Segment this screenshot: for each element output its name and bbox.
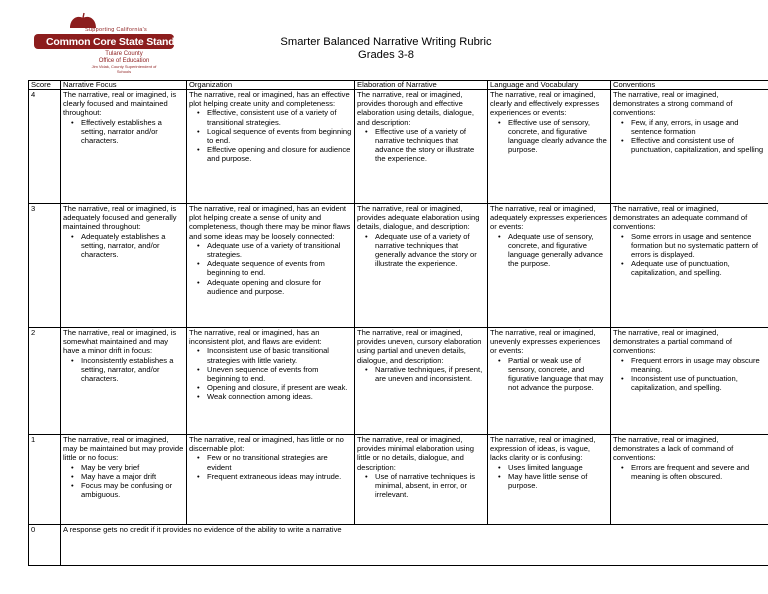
bullet-item: • Effective, consistent use of a variety of transitional strategies. [207,108,352,126]
rubric-cell [611,90,768,204]
cell-text: The narrative, real or imagined, provides adequate elaboration using details, dialogue, and description: [357,204,480,232]
bullet-list [189,241,352,296]
table-row [29,204,768,328]
rubric-cell [187,204,355,328]
bullet-list [490,356,608,393]
bullet-item: • Adequately establishes a setting, narrator, and/or characters. [81,232,184,260]
header-row [29,81,768,90]
bullet-item: • Adequate opening and closure for audience and purpose. [207,278,352,296]
bullet-item: • Few or no transitional strategies are evident [207,453,352,471]
rubric-table [28,80,768,566]
bullet-list [63,356,184,384]
rubric-cell [611,435,768,525]
bullet-item: • Adequate sequence of events from beginning to end. [207,259,352,277]
common-core-logo [34,12,196,74]
bullet-item: • May have a major drift [81,472,184,481]
bullet-item: • Few, if any, errors, in usage and sentence formation [631,118,766,136]
bullet-item: • Frequent errors in usage may obscure meaning. [631,356,766,374]
bullet-item: • Effective use of a variety of narrative techniques that advance the story or illustrate the experience. [375,127,485,164]
bullet-item: • May be very brief [81,463,184,472]
bullet-item: • Effective and consistent use of punctuation, capitalization, and spelling [631,136,766,154]
logo-county-small: Jim Vidak, County Superintendent of Schools [91,64,157,74]
cell-text: The narrative, real or imagined, demonstrates an adequate command of conventions: [613,204,748,232]
cell-text: The narrative, real or imagined, has an effective plot helping create unity and completeness: [189,90,350,109]
bullet-list [63,232,184,260]
bullet-item: • Uses limited language [508,463,608,472]
logo-county-line1: Tulare County [105,51,143,57]
bullet-item: • Focus may be confusing or ambiguous. [81,481,184,499]
bullet-list [189,108,352,163]
score-cell: 4 [29,90,61,204]
cell-text: The narrative, real or imagined, demonstrates a lack of command of conventions: [613,435,734,463]
bullet-item: • Inconsistent use of basic transitional strategies with little variety. [207,346,352,364]
bullet-item: • Weak connection among ideas. [207,392,352,401]
bullet-item: • Adequate use of punctuation, capitalization, and spelling. [631,259,766,277]
bullet-item: • Adequate use of sensory, concrete, and figurative language generally advance the purpose. [508,232,608,269]
rubric-cell [61,90,187,204]
bullet-item: • Adequate use of a variety of transitional strategies. [207,241,352,259]
bullet-list [613,232,766,278]
cell-text: The narrative, real or imagined, has an inconsistent plot, and flaws are evident: [189,328,322,347]
rubric-cell [355,204,488,328]
bullet-item: • Logical sequence of events from beginning to end. [207,127,352,145]
bullet-list [357,472,485,500]
bullet-item: • Some errors in usage and sentence formation but no systematic pattern of errors is displayed. [631,232,766,260]
cell-text: The narrative, real or imagined, provides uneven, cursory elaboration using partial and uneven details, dialogue, and description: [357,328,482,365]
cell-text: The narrative, real or imagined, provides thorough and effective elaboration using details, dialogue, and description: [357,90,474,127]
cell-text: The narrative, real or imagined, may be maintained but may provide little or no focus: [63,435,184,463]
rubric-cell [488,328,611,435]
logo-county-line2: Office of Education [98,57,150,64]
cell-text: The narrative, real or imagined, is adequately focused and generally maintained throughout: [63,204,177,232]
bullet-list [189,346,352,401]
bullet-list [357,365,485,383]
rubric-cell [611,328,768,435]
score-zero-description: A response gets no credit if it provides no evidence of the ability to write a narrative [61,525,768,566]
rubric-cell [187,435,355,525]
bullet-item: • Effectively establishes a setting, narrator and/or characters. [81,118,184,146]
score-cell: 0 [29,525,61,566]
score-cell: 2 [29,328,61,435]
header-cell: Narrative Focus [61,81,187,90]
bullet-item: • Partial or weak use of sensory, concrete, and figurative language that may not advance the purpose. [508,356,608,393]
bullet-list [490,463,608,491]
logo-tagline: Supporting California's [84,27,148,33]
bullet-item: • May have little sense of purpose. [508,472,608,490]
bullet-item: • Effective use of sensory, concrete, and figurative language clearly advance the purpose. [508,118,608,155]
cell-text: The narrative, real or imagined, demonstrates a partial command of conventions: [613,328,733,356]
table-row [29,328,768,435]
cell-text: The narrative, real or imagined, expression of ideas, is vague, lacks clarity or is confusing: [490,435,596,463]
bullet-list [613,118,766,155]
bullet-list [613,463,766,481]
bullet-item: • Use of narrative techniques is minimal, absent, in error, or irrelevant. [375,472,485,500]
table-row [29,525,768,566]
cell-text: The narrative, real or imagined, clearly and effectively expresses experiences or events: [490,90,600,118]
bullet-list [357,232,485,269]
header-cell: Score [29,81,61,90]
bullet-list [63,118,184,146]
rubric-cell [488,90,611,204]
title-line2: Grades 3-8 [358,49,414,61]
cell-text: The narrative, real or imagined, has an evident plot helping create a sense of unity and completeness, though there may be minor flaws and some ideas may be loosely connected: [189,204,351,241]
page-title [250,36,522,62]
bullet-list [357,127,485,164]
rubric-cell [61,328,187,435]
bullet-item: • Frequent extraneous ideas may intrude. [207,472,352,481]
rubric-cell [488,435,611,525]
bullet-list [613,356,766,393]
bullet-item: • Effective opening and closure for audience and purpose. [207,145,352,163]
bullet-list [189,453,352,481]
rubric-cell [355,328,488,435]
rubric-cell [488,204,611,328]
bullet-list [490,232,608,269]
rubric-cell [355,90,488,204]
header-cell: Conventions [611,81,768,90]
header-cell: Organization [187,81,355,90]
bullet-item: • Uneven sequence of events from beginning to end. [207,365,352,383]
cell-text: The narrative, real or imagined, has little or no discernable plot: [189,435,344,454]
rubric-cell [187,90,355,204]
bullet-item: • Inconsistently establishes a setting, narrator, and/or characters. [81,356,184,384]
bullet-item: • Inconsistent use of punctuation, capitalization, and spelling. [631,374,766,392]
cell-text: The narrative, real or imagined, provides minimal elaboration using little or no details, dialogue, and description: [357,435,474,472]
bullet-item: • Narrative techniques, if present, are uneven and inconsistent. [375,365,485,383]
cell-text: The narrative, real or imagined, adequately expresses experiences or events: [490,204,607,232]
rubric-cell [61,435,187,525]
bullet-list [490,118,608,155]
table-row [29,435,768,525]
bullet-list [63,463,184,500]
title-line1: Smarter Balanced Narrative Writing Rubric [280,36,492,48]
rubric-cell [187,328,355,435]
rubric-cell [355,435,488,525]
bullet-item: • Opening and closure, if present are weak. [207,383,352,392]
score-cell: 1 [29,435,61,525]
bullet-item: • Adequate use of a variety of narrative techniques that generally advance the story or illustrate the experience. [375,232,485,269]
cell-text: The narrative, real or imagined, is clearly focused and maintained throughout: [63,90,177,118]
score-cell: 3 [29,204,61,328]
logo-county [84,51,164,64]
logo-brand-text: Common Core State Standards [46,36,196,48]
rubric-cell [611,204,768,328]
cell-text: The narrative, real or imagined, is somewhat maintained and may have a minor drift in focus: [63,328,177,356]
table-row [29,90,768,204]
cell-text: The narrative, real or imagined, unevenly expresses experiences or events: [490,328,601,356]
bullet-item: • Errors are frequent and severe and meaning is often obscured. [631,463,766,481]
cell-text: The narrative, real or imagined, demonstrates a strong command of conventions: [613,90,733,118]
header-cell: Elaboration of Narrative [355,81,488,90]
rubric-cell [61,204,187,328]
header-cell: Language and Vocabulary [488,81,611,90]
